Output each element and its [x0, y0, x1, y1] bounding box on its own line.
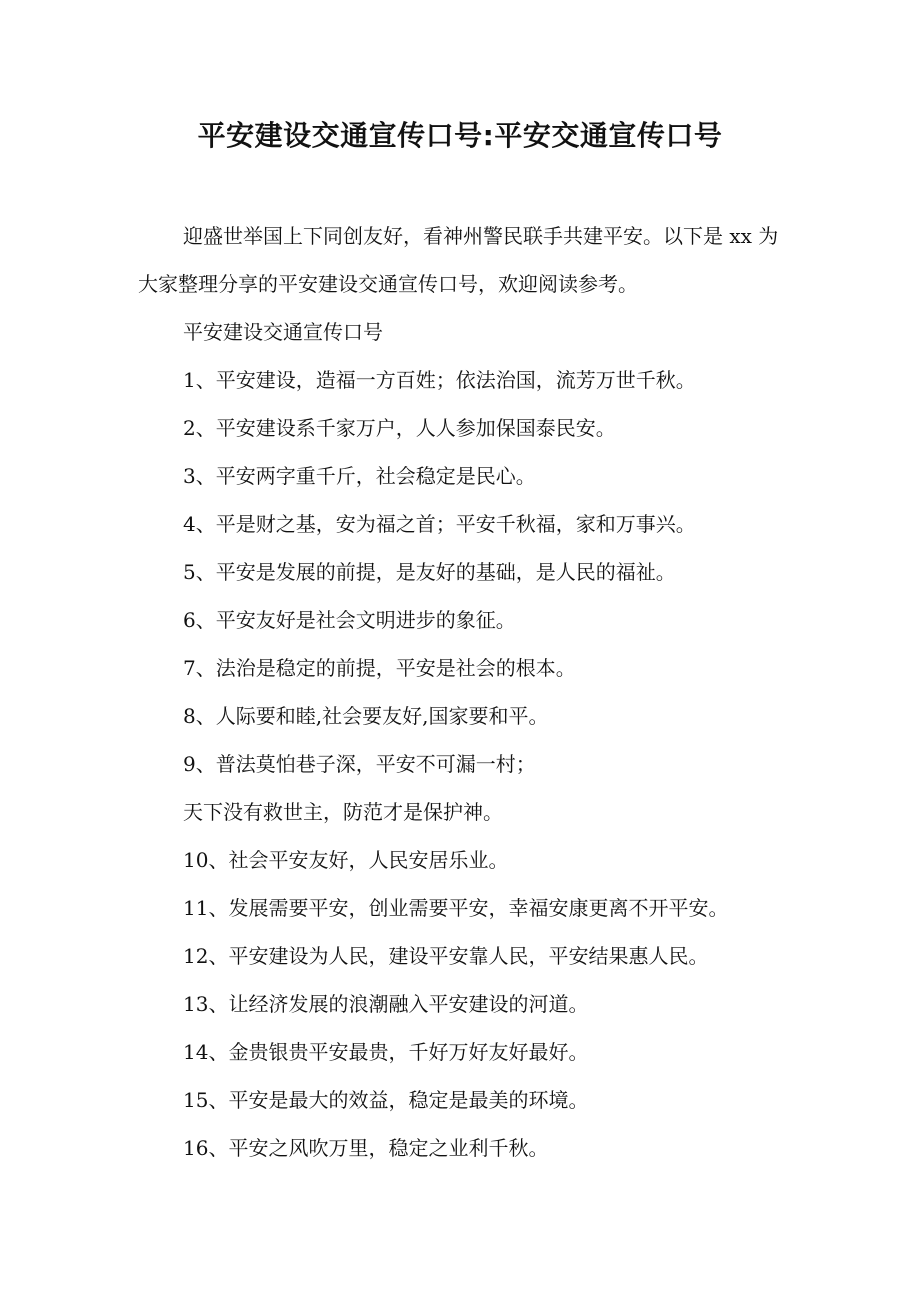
document-title: 平安建设交通宣传口号:平安交通宣传口号	[197, 119, 723, 152]
slogan-item-7: 7、法治是稳定的前提，平安是社会的根本。	[183, 656, 576, 680]
slogan-item-16: 16、平安之风吹万里，稳定之业利千秋。	[183, 1136, 549, 1160]
slogan-item-14: 14、金贵银贵平安最贵，千好万好友好最好。	[183, 1040, 589, 1064]
intro-paragraph: 迎盛世举国上下同创友好，看神州警民联手共建平安。以下是 xx 为大家整理分享的平安建设交通宣传口号，欢迎阅读参考。	[138, 224, 779, 296]
section-heading: 平安建设交通宣传口号	[183, 320, 383, 344]
slogan-item-9-continued: 天下没有救世主，防范才是保护神。	[183, 800, 503, 824]
document-body	[138, 212, 786, 1172]
slogan-item-2: 2、平安建设系千家万户，人人参加保国泰民安。	[183, 416, 616, 440]
slogan-item-10: 10、社会平安友好，人民安居乐业。	[183, 848, 509, 872]
slogan-item-12: 12、平安建设为人民，建设平安靠人民，平安结果惠人民。	[183, 944, 709, 968]
slogan-item-5: 5、平安是发展的前提，是友好的基础，是人民的福祉。	[183, 560, 676, 584]
slogan-item-6: 6、平安友好是社会文明进步的象征。	[183, 608, 516, 632]
slogan-item-15: 15、平安是最大的效益，稳定是最美的环境。	[183, 1088, 589, 1112]
slogan-item-13: 13、让经济发展的浪潮融入平安建设的河道。	[183, 992, 589, 1016]
slogan-item-1: 1、平安建设，造福一方百姓；依法治国，流芳万世千秋。	[183, 368, 696, 392]
slogan-item-3: 3、平安两字重千斤，社会稳定是民心。	[183, 464, 536, 488]
slogan-item-9: 9、普法莫怕巷子深，平安不可漏一村；	[183, 752, 536, 776]
slogan-item-4: 4、平是财之基，安为福之首；平安千秋福，家和万事兴。	[183, 512, 696, 536]
slogan-item-8: 8、人际要和睦,社会要友好,国家要和平。	[183, 704, 549, 728]
slogan-item-11: 11、发展需要平安，创业需要平安，幸福安康更离不开平安。	[183, 896, 729, 920]
